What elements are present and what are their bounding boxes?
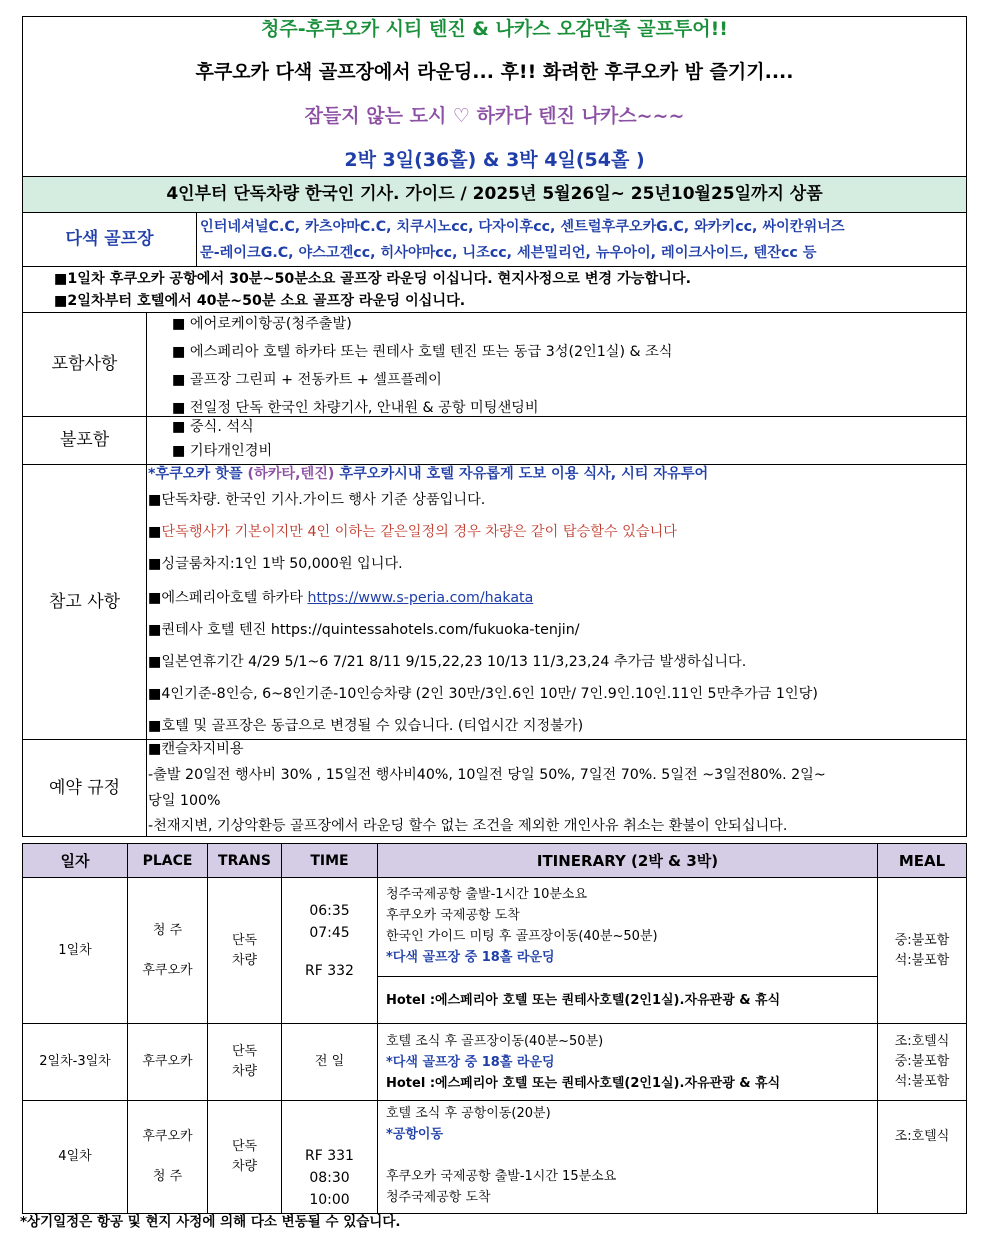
day4-trans — [208, 1101, 282, 1214]
day1-place-2: 후쿠오카 — [142, 962, 193, 978]
day4-it-1: 호텔 조식 후 공항이동(20분) — [386, 1106, 551, 1121]
day2-time: 전 일 — [282, 1024, 378, 1101]
day4-trans-2: 차량 — [231, 1159, 258, 1174]
reference-line-3-text: 단독행사가 기본이지만 4인 이하는 같은일정의 경우 차량은 같이 탑승할수 있습니다 — [161, 524, 677, 540]
day4-it-4: 청주국제공항 도착 — [386, 1190, 491, 1205]
day2-it-1: 호텔 조식 후 골프장이동(40분~50분) — [386, 1033, 604, 1049]
included-item-1: ■ 에어로케이항공(청주출발) — [172, 316, 352, 332]
footer-note: *상기일정은 항공 및 현지 사정에 의해 다소 변동될 수 있습니다. — [20, 1214, 401, 1230]
hotel-esperia-link[interactable]: https://www.s-peria.com/hakata — [307, 590, 534, 606]
reference-line-5 — [148, 588, 533, 608]
reference-line-6: ■퀀테사 호텔 텐진 https://quintessahotels.com/fukuoka-tenjin/ — [148, 622, 580, 638]
reference-line-9: ■호텔 및 골프장은 동급으로 변경될 수 있습니다. (티업시간 지정불가) — [148, 718, 584, 734]
itinerary-row-day2 — [23, 1024, 967, 1101]
itinerary-row-day4 — [23, 1101, 967, 1214]
reference-hotplace — [148, 464, 708, 484]
included-label: 포함사항 — [22, 312, 147, 417]
included-item-2: ■ 에스페리아 호텔 하카타 또는 퀀테사 호텔 텐진 또는 동급 3성(2인1실) & 조식 — [172, 344, 673, 360]
itinerary-header-row — [23, 844, 967, 878]
golf-course-line-1: 인터네셔널C.C, 카츠야마C.C, 치쿠시노cc, 다자이후cc, 센트럴후쿠오카G.C, 와카키cc, 싸이칸위너즈 — [200, 219, 845, 235]
day1-it-1: 청주국제공항 출발-1시간 10분소요 — [386, 887, 588, 902]
hotplace-prefix: *후쿠오카 핫플 — [148, 466, 248, 482]
day2-trans-2: 차량 — [231, 1064, 258, 1079]
day1-time-1: 06:35 — [309, 902, 350, 919]
day2-itinerary — [378, 1024, 878, 1101]
reference-line-3 — [148, 522, 677, 542]
day4-place-2: 청 주 — [152, 1169, 183, 1184]
booking-line-2: -출발 20일전 행사비 30% , 15일전 행사비40%, 10일전 당일 50%, 7일전 70%. 5일전 ~3일전80%. 2일~ — [148, 767, 826, 783]
booking-label: 예약 규정 — [22, 739, 147, 837]
day2-meal — [878, 1024, 967, 1101]
day4-trans-1: 단독 — [231, 1139, 258, 1154]
day1-hotel-text: Hotel :에스페리아 호텔 또는 퀀테사호텔(2인1실).자유관광 & 휴식 — [386, 992, 781, 1008]
day1-it-2: 후쿠오카 국제공항 도착 — [386, 908, 520, 923]
title-line-3: 잠들지 않는 도시 ♡ 하카다 텐진 나카스~~~ — [304, 105, 685, 127]
reference-line-2: ■단독차량. 한국인 기사.가이드 행사 기준 상품입니다. — [148, 492, 486, 508]
reference-line-7: ■일본연휴기간 4/29 5/1~6 7/21 8/11 9/15,22,23 10/13 11/3,23,24 추가금 발생하십니다. — [148, 654, 747, 670]
itinerary-row-day1 — [23, 878, 967, 977]
day2-day: 2일차-3일차 — [23, 1024, 128, 1101]
reference-line-3-mark: ■ — [148, 524, 162, 540]
day2-meal-1: 조:호텔식 — [894, 1034, 950, 1049]
hotplace-highlight: (하카타,텐진) — [247, 466, 335, 482]
day1-trans — [208, 878, 282, 1024]
day2-place: 후쿠오카 — [128, 1024, 208, 1101]
day1-place — [128, 878, 208, 1024]
day2-it-3: Hotel :에스페리아 호텔 또는 퀀테사호텔(2인1실).자유관광 & 휴식 — [386, 1075, 781, 1091]
itinerary-table — [22, 843, 967, 1214]
day1-trans-1: 단독 — [231, 932, 258, 948]
booking-line-3: 당일 100% — [148, 793, 221, 809]
day2-meal-3: 석:불포함 — [894, 1074, 950, 1089]
day4-meal-1: 조:호텔식 — [894, 1129, 950, 1144]
included-item-4: ■ 전일정 단독 한국인 차량기사, 안내원 & 공항 미팅샌딩비 — [172, 400, 539, 416]
day1-meal-2: 석:불포함 — [894, 952, 950, 968]
reference-line-8: ■4인기준-8인승, 6~8인기준-10인승차량 (2인 30만/3인.6인 10만/ 7인.9인.10인.11인 5만추가금 1인당) — [148, 686, 818, 702]
header-meal: MEAL — [878, 844, 967, 878]
golf-label: 다색 골프장 — [22, 212, 197, 267]
date-banner: 4인부터 단독차량 한국인 기사. 가이드 / 2025년 5월26일~ 25년10월25일까지 상품 — [22, 176, 967, 213]
day2-trans-1: 단독 — [231, 1044, 258, 1059]
day4-itinerary — [378, 1101, 878, 1214]
day4-it-3: 후쿠오카 국제공항 출발-1시간 15분소요 — [386, 1169, 617, 1184]
golf-course-line-2: 문-레이크G.C, 야스고겐cc, 히사야마cc, 니조cc, 세븐밀리언, 뉴우아이, 레이크사이드, 텐잔cc 등 — [200, 245, 817, 261]
day4-it-2: *공항이동 — [386, 1127, 444, 1142]
day4-place — [128, 1101, 208, 1214]
day4-time — [282, 1101, 378, 1214]
day1-place-1: 청 주 — [152, 922, 183, 938]
day4-time-3: 10:00 — [309, 1192, 350, 1208]
day1-time-3: RF 332 — [305, 962, 354, 979]
included-item-3: ■ 골프장 그린피 + 전동카트 + 셀프플레이 — [172, 372, 442, 388]
header-place: PLACE — [128, 844, 208, 878]
reference-line-4: ■싱글룸차지:1인 1박 50,000원 입니다. — [148, 556, 403, 572]
header-itinerary: ITINERARY (2박 & 3박) — [378, 844, 878, 878]
reference-line-5-text: ■에스페리아호텔 하카타 — [148, 590, 308, 606]
day4-day: 4일차 — [23, 1101, 128, 1214]
reference-label: 참고 사항 — [22, 464, 147, 740]
day4-meal — [878, 1101, 967, 1214]
excluded-item-1: ■ 중식. 석식 — [172, 419, 254, 435]
day1-hotel — [378, 977, 878, 1024]
day1-trans-2: 차량 — [231, 952, 258, 968]
excluded-item-2: ■ 기타개인경비 — [172, 443, 273, 459]
title-line-1: 청주-후쿠오카 시티 텐진 & 나카스 오감만족 골프투어!! — [261, 18, 728, 40]
day1-meal — [878, 878, 967, 1024]
day4-time-1: RF 331 — [305, 1148, 354, 1164]
day2-trans — [208, 1024, 282, 1101]
header-day: 일자 — [23, 844, 128, 878]
day2-meal-2: 중:불포함 — [894, 1054, 950, 1069]
note-line-1: ■1일차 후쿠오카 공항에서 30분~50분소요 골프장 라운딩 이십니다. 현지사정으로 변경 가능합니다. — [54, 271, 691, 287]
day4-place-1: 후쿠오카 — [142, 1129, 193, 1144]
title-line-2: 후쿠오카 다색 골프장에서 라운딩... 후!! 화려한 후쿠오카 밤 즐기기.... — [195, 61, 794, 83]
hotplace-suffix: 후쿠오카시내 호텔 자유롭게 도보 이용 식사, 시티 자유투어 — [334, 466, 709, 482]
day1-it-4: *다색 골프장 중 18홀 라운딩 — [386, 950, 555, 965]
day1-time-2: 07:45 — [309, 924, 350, 941]
header-time: TIME — [282, 844, 378, 878]
booking-line-4: -천재지변, 기상악환등 골프장에서 라운딩 할수 없는 조건을 제외한 개인사유 취소는 환불이 안되십니다. — [148, 818, 788, 834]
day1-time — [282, 878, 378, 1024]
day1-meal-1: 중:불포함 — [894, 932, 950, 948]
day1-it-3: 한국인 가이드 미팅 후 골프장이동(40분~50분) — [386, 929, 658, 944]
booking-line-1: ■캔슬차지비용 — [148, 741, 244, 757]
day2-it-2: *다색 골프장 중 18홀 라운딩 — [386, 1054, 555, 1070]
day1-itinerary — [378, 878, 878, 977]
day1-day: 1일차 — [23, 878, 128, 1024]
note-line-2: ■2일차부터 호텔에서 40분~50분 소요 골프장 라운딩 이십니다. — [54, 293, 466, 309]
day4-time-2: 08:30 — [309, 1170, 350, 1186]
excluded-label: 불포함 — [22, 416, 147, 465]
title-line-4: 2박 3일(36홀) & 3박 4일(54홀 ) — [344, 149, 645, 171]
header-trans: TRANS — [208, 844, 282, 878]
